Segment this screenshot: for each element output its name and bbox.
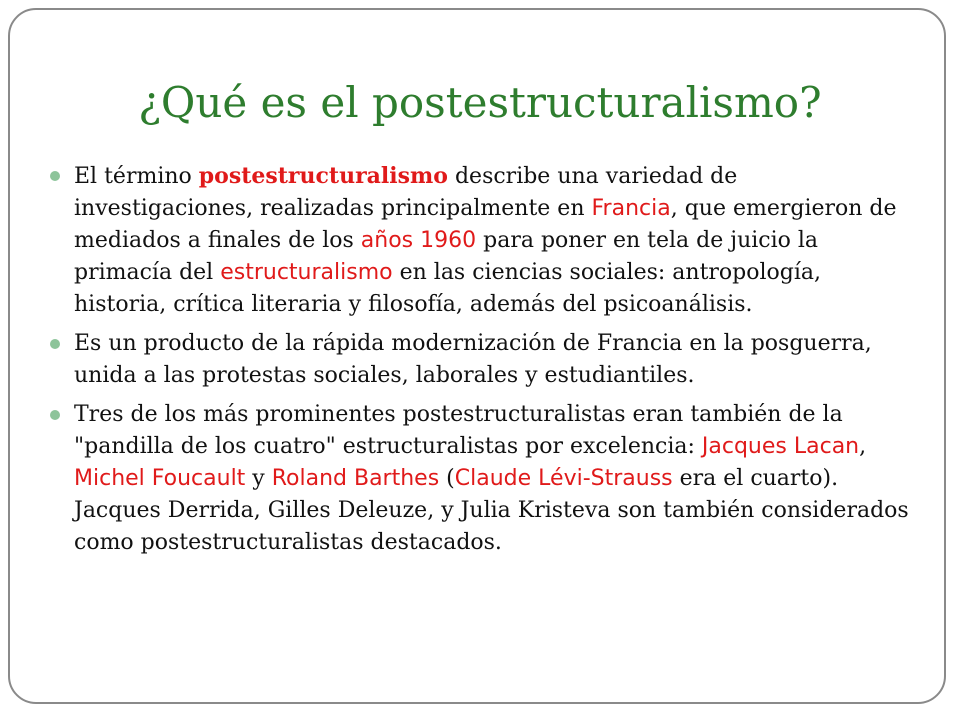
- slide-title: ¿Qué es el postestructuralismo?: [138, 78, 822, 127]
- bullet-text: El término postestructuralismo describe una variedad de investigaciones, realizadas principalmente en Francia, que emergieron de mediados a finales de los años 1960 para poner en tela de juicio la primacía del estructuralismo en las ciencias sociales: antropología, historia, crítica literaria y filosofía, además del psicoanálisis.: [74, 163, 897, 317]
- bullet-dot-icon: [50, 171, 60, 181]
- link-francia[interactable]: Francia: [591, 196, 671, 221]
- link-anos-1960[interactable]: años 1960: [360, 228, 477, 253]
- bullet-item-3: [50, 399, 918, 559]
- bullet-text: Tres de los más prominentes postestructuralistas eran también de la "pandilla de los cuatro" estructuralistas por excelencia: Jacques Lacan, Michel Foucault y Roland Barthes (Claude Lévi-Strauss era el cuarto). Jacques Derrida, Gilles Deleuze, y Julia Kristeva son también considerados como postestructuralistas destacados.: [74, 402, 909, 555]
- link-jacques-lacan[interactable]: Jacques Lacan: [701, 434, 860, 459]
- link-roland-barthes[interactable]: Roland Barthes: [271, 466, 440, 491]
- link-estructuralismo[interactable]: estructuralismo: [220, 260, 393, 285]
- link-michel-foucault[interactable]: Michel Foucault: [74, 466, 246, 491]
- bullet-item-1: [50, 160, 918, 321]
- bullet-item-2: [50, 328, 918, 392]
- link-claude-levi-strauss[interactable]: Claude Lévi-Strauss: [454, 466, 673, 491]
- bullet-list: [50, 160, 918, 566]
- bullet-text: Es un producto de la rápida modernización de Francia en la posguerra, unida a las protestas sociales, laborales y estudiantiles.: [74, 331, 872, 388]
- term-postestructuralismo: postestructuralismo: [198, 163, 448, 189]
- bullet-dot-icon: [50, 339, 60, 349]
- bullet-dot-icon: [50, 410, 60, 420]
